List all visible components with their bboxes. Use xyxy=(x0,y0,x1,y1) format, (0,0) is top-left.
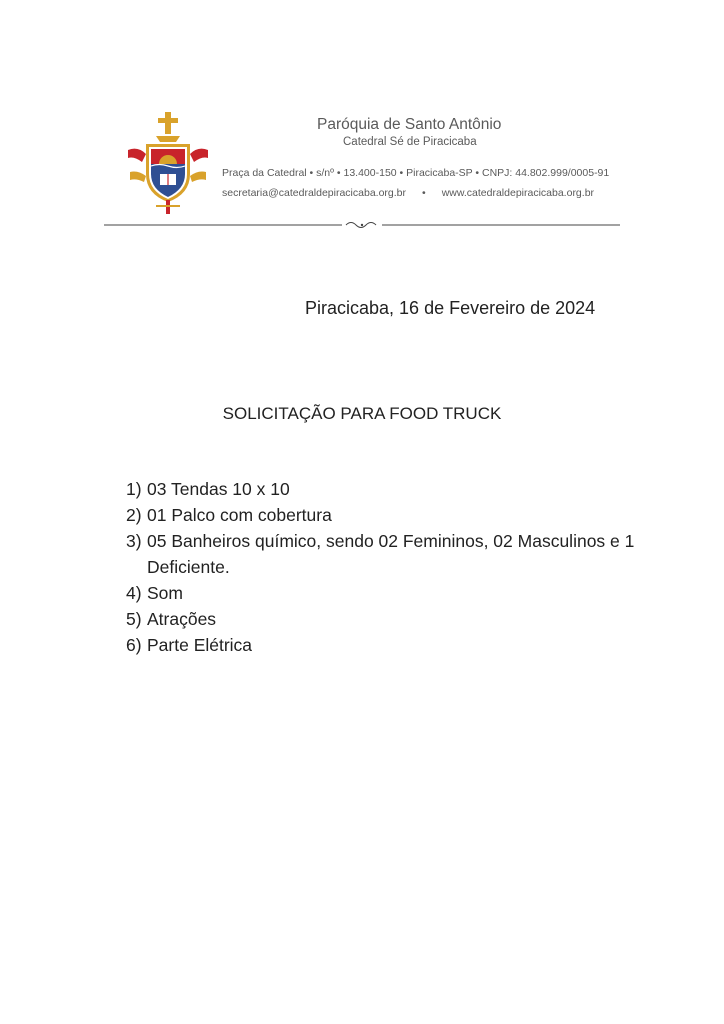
contact-separator: • xyxy=(422,187,426,199)
list-item: 5) Atrações xyxy=(126,609,217,629)
email-link[interactable]: secretaria@catedraldepiracicaba.org.br xyxy=(222,187,407,199)
list-item: 2) 01 Palco com cobertura xyxy=(126,505,332,525)
list-item: 4) Som xyxy=(126,583,183,603)
organization-name: Paróquia de Santo Antônio xyxy=(317,116,502,133)
list-item: 3) 05 Banheiros químico, sendo 02 Femininos, 02 Masculinos e 1 Deficiente. xyxy=(126,531,635,577)
document-title: SOLICITAÇÃO PARA FOOD TRUCK xyxy=(222,404,502,423)
list-item: 6) Parte Elétrica xyxy=(126,635,253,655)
contact-line xyxy=(222,187,594,199)
request-list xyxy=(126,476,646,658)
website-link[interactable]: www.catedraldepiracicaba.org.br xyxy=(441,187,595,199)
coat-of-arms-icon xyxy=(126,112,210,214)
ornamental-divider xyxy=(104,220,620,230)
list-item: 1) 03 Tendas 10 x 10 xyxy=(126,479,290,499)
address-line: Praça da Catedral • s/nº • 13.400-150 • Piracicaba-SP • CNPJ: 44.802.999/0005-91 xyxy=(222,167,610,179)
organization-subtitle: Catedral Sé de Piracicaba xyxy=(343,136,477,148)
date-line: Piracicaba, 16 de Fevereiro de 2024 xyxy=(305,298,596,318)
